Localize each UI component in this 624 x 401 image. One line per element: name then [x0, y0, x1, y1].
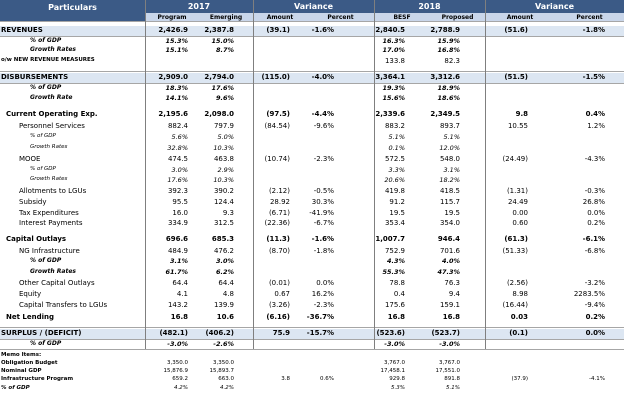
row-separator-line [0, 83, 624, 84]
row-value: -1.5% [582, 73, 605, 81]
row-value: (523.6) [376, 329, 405, 337]
row-value: 19.5 [389, 209, 405, 217]
row-value: (3.26) [268, 301, 290, 309]
row-value: 701.6 [439, 247, 460, 255]
subheader-percent-7: Percent [576, 14, 603, 21]
row-value: 0.60 [512, 219, 528, 227]
row-value: 28.92 [269, 198, 290, 206]
row-value: 5.1% [388, 133, 405, 141]
row-label: Growth Rates [30, 46, 76, 53]
row-value: 19.3% [382, 84, 405, 92]
row-value: 78.8 [389, 279, 405, 287]
row-value: -0.3% [584, 187, 605, 195]
memo-value: 659.2 [172, 376, 188, 382]
row-value: 685.3 [211, 235, 234, 243]
row-value: 893.7 [439, 122, 460, 130]
row-value: 4.8 [222, 290, 234, 298]
row-value: -6.1% [582, 235, 605, 243]
row-value: 32.8% [167, 144, 188, 152]
row-value: 1,007.7 [375, 235, 405, 243]
memo-value: 17,458.1 [380, 368, 405, 374]
row-value: 0.00 [512, 209, 528, 217]
row-value: 91.2 [389, 198, 405, 206]
row-label: SURPLUS / (DEFICIT) [1, 329, 82, 337]
row-value: 3,364.1 [375, 73, 405, 81]
row-label: % of GDP [30, 37, 62, 44]
row-value: 16.2% [311, 290, 334, 298]
row-value: 64.4 [172, 279, 188, 287]
row-value: 0.4 [393, 290, 405, 298]
row-value: 64.4 [218, 279, 234, 287]
row-value: 2.9% [217, 166, 234, 174]
row-value: 18.3% [165, 84, 188, 92]
row-value: 882.4 [167, 122, 188, 130]
row-value: 8.7% [215, 46, 234, 54]
row-value: 18.2% [439, 176, 460, 184]
row-value: 2,387.8 [204, 26, 234, 34]
row-value: 2,426.9 [158, 26, 188, 34]
row-label: REVENUES [1, 26, 43, 34]
row-value: 15.6% [382, 94, 405, 102]
row-value: 2,909.0 [158, 73, 188, 81]
row-value: 18.9% [437, 84, 460, 92]
row-value: 3.1% [443, 166, 460, 174]
row-value: (10.74) [264, 155, 290, 163]
row-label: Growth Rates [30, 268, 76, 275]
subheader-emerging-1: Emerging [209, 14, 243, 21]
row-value: (0.01) [268, 279, 290, 287]
row-value: -41.9% [309, 209, 334, 217]
row-value: 0.0% [587, 209, 605, 217]
memo-label: % of GDP [1, 385, 30, 391]
row-value: 76.3 [444, 279, 460, 287]
row-value: 10.55 [507, 122, 528, 130]
memo-title: Memo Items: [1, 352, 42, 358]
row-value: 3.3% [388, 166, 405, 174]
row-value: 20.6% [384, 176, 405, 184]
row-value: (482.1) [159, 329, 188, 337]
row-value: -3.0% [167, 340, 188, 348]
row-value: 5.6% [171, 133, 188, 141]
row-value: 47.3% [437, 268, 460, 276]
row-value: -3.2% [584, 279, 605, 287]
row-value: 0.0% [585, 329, 605, 337]
row-value: (1.31) [506, 187, 528, 195]
row-value: (22.36) [264, 219, 290, 227]
row-value: 16.8 [387, 313, 405, 321]
row-value: 4.0% [441, 257, 460, 265]
row-value: 14.1% [165, 94, 188, 102]
row-value: (24.49) [502, 155, 528, 163]
row-label: % of GDP [30, 133, 56, 139]
memo-value: 3,350.0 [213, 360, 234, 366]
memo-label: Obligation Budget [1, 360, 58, 366]
row-value: 17.6% [211, 84, 234, 92]
row-value: -2.6% [213, 340, 234, 348]
row-label: % of GDP [30, 166, 56, 172]
row-value: 5.1% [443, 133, 460, 141]
row-value: 30.3% [311, 198, 334, 206]
row-label: Subsidy [19, 198, 47, 206]
row-value: (2.12) [268, 187, 290, 195]
row-label: Current Operating Exp. [6, 110, 98, 118]
row-value: 0.1% [388, 144, 405, 152]
row-label: Capital Transfers to LGUs [19, 301, 108, 309]
row-value: 0.03 [510, 313, 528, 321]
row-value: (6.16) [266, 313, 290, 321]
row-label: Net Lending [6, 313, 54, 321]
row-value: 133.8 [384, 57, 405, 65]
row-value: 16.3% [382, 37, 405, 45]
row-value: 883.2 [384, 122, 405, 130]
memo-value: 4.2% [174, 385, 188, 391]
row-value: 15.0% [211, 37, 234, 45]
memo-label: Infrastructure Program [1, 376, 74, 382]
row-value: 2,098.0 [204, 110, 234, 118]
row-separator-line [0, 349, 624, 350]
row-value: 61.7% [165, 268, 188, 276]
memo-value: -4.1% [589, 376, 605, 382]
row-value: 16.8 [442, 313, 460, 321]
row-label: Capital Outlays [6, 235, 67, 243]
row-value: (6.71) [268, 209, 290, 217]
memo-label: Nominal GDP [1, 368, 42, 374]
row-value: 334.9 [167, 219, 188, 227]
subheader-amount-2: Amount [266, 14, 294, 21]
header-variance-2017: Variance [293, 2, 334, 11]
row-value: 19.5 [444, 209, 460, 217]
row-label: Other Capital Outlays [19, 279, 95, 287]
row-value: 463.8 [213, 155, 234, 163]
row-value: 3.0% [215, 257, 234, 265]
subheader-proposed-5: Proposed [441, 14, 474, 21]
row-value: -36.7% [306, 313, 334, 321]
row-label: % of GDP [30, 340, 62, 347]
row-value: 3.0% [171, 166, 188, 174]
row-value: 17.6% [167, 176, 188, 184]
row-value: (84.54) [264, 122, 290, 130]
row-value: -9.6% [313, 122, 334, 130]
row-value: (51.33) [502, 247, 528, 255]
row-value: 1.2% [587, 122, 605, 130]
memo-value: 3,767.0 [384, 360, 405, 366]
memo-value: 5.1% [446, 385, 460, 391]
row-value: -15.7% [306, 329, 334, 337]
row-value: 16.8 [170, 313, 188, 321]
row-value: 82.3 [444, 57, 460, 65]
row-value: 15.1% [165, 46, 188, 54]
memo-value: 3,350.0 [167, 360, 188, 366]
row-value: 418.5 [439, 187, 460, 195]
row-value: 15.3% [165, 37, 188, 45]
row-label: o/w NEW REVENUE MEASURES [1, 57, 95, 63]
row-value: 476.2 [213, 247, 234, 255]
row-value: 75.9 [272, 329, 290, 337]
row-value: 139.9 [213, 301, 234, 309]
row-separator-line [0, 339, 624, 340]
memo-value: 929.8 [389, 376, 405, 382]
header-variance-2018: Variance [534, 2, 575, 11]
memo-value: (37.9) [511, 376, 528, 382]
row-value: (0.1) [509, 329, 528, 337]
memo-value: 0.6% [320, 376, 334, 382]
row-value: 16.8% [437, 46, 460, 54]
row-separator-line [0, 36, 624, 37]
row-label: Growth Rates [30, 176, 68, 182]
row-value: -4.3% [584, 155, 605, 163]
row-value: 312.5 [213, 219, 234, 227]
row-value: 548.0 [439, 155, 460, 163]
row-label: % of GDP [30, 84, 62, 91]
row-value: (61.3) [504, 235, 528, 243]
row-label: Interest Payments [19, 219, 83, 227]
row-value: -1.6% [311, 26, 334, 34]
row-value: (16.44) [502, 301, 528, 309]
subheader-program-0: Program [157, 14, 187, 21]
row-value: 9.6% [215, 94, 234, 102]
row-value: 175.6 [384, 301, 405, 309]
row-value: 696.6 [165, 235, 188, 243]
row-value: 2,840.5 [375, 26, 405, 34]
row-separator-line [0, 327, 624, 328]
header-particulars: Particulars [48, 3, 97, 12]
row-value: 12.0% [439, 144, 460, 152]
row-value: 8.98 [512, 290, 528, 298]
row-value: 354.0 [439, 219, 460, 227]
row-value: 95.5 [172, 198, 188, 206]
row-value: 159.1 [439, 301, 460, 309]
row-value: 3,312.6 [430, 73, 460, 81]
row-value: 26.8% [582, 198, 605, 206]
row-value: 115.7 [439, 198, 460, 206]
memo-value: 891.8 [444, 376, 460, 382]
row-value: 124.4 [213, 198, 234, 206]
row-value: -1.8% [313, 247, 334, 255]
row-value: 10.6 [216, 313, 234, 321]
row-value: 2,349.5 [430, 110, 460, 118]
row-label: Allotments to LGUs [19, 187, 87, 195]
row-label: MOOE [19, 155, 41, 163]
row-value: 9.8 [515, 110, 528, 118]
memo-value: 4.2% [220, 385, 234, 391]
row-separator-line [0, 71, 624, 72]
header-year-2018: 2018 [418, 2, 441, 11]
row-value: 2,339.6 [375, 110, 405, 118]
row-value: -4.0% [311, 73, 334, 81]
row-value: -2.3% [313, 301, 334, 309]
row-value: 2,788.9 [430, 26, 460, 34]
row-value: 797.9 [213, 122, 234, 130]
row-value: -2.3% [313, 155, 334, 163]
row-value: 392.3 [167, 187, 188, 195]
row-value: 474.5 [167, 155, 188, 163]
row-value: (51.6) [504, 26, 528, 34]
memo-value: 15,893.7 [209, 368, 234, 374]
row-value: 4.1 [176, 290, 188, 298]
row-value: 353.4 [384, 219, 405, 227]
memo-value: 3,767.0 [439, 360, 460, 366]
row-value: -1.8% [582, 26, 605, 34]
subheader-amount-6: Amount [506, 14, 534, 21]
row-value: 390.2 [213, 187, 234, 195]
row-value: 10.3% [213, 144, 234, 152]
row-value: 0.4% [585, 110, 605, 118]
row-label: Personnel Services [19, 122, 85, 130]
row-value: 24.49 [507, 198, 528, 206]
subheader-percent-3: Percent [327, 14, 354, 21]
row-value: -6.8% [584, 247, 605, 255]
row-value: 946.4 [437, 235, 460, 243]
row-value: -3.0% [439, 340, 460, 348]
row-value: -6.7% [313, 219, 334, 227]
row-value: 0.2% [587, 219, 605, 227]
row-value: 0.0% [316, 279, 334, 287]
subheader-besf-4: BESF [393, 14, 411, 21]
row-value: 10.3% [213, 176, 234, 184]
row-label: NG Infrastructure [19, 247, 80, 255]
row-label: Growth Rates [30, 144, 68, 150]
row-value: 17.0% [382, 46, 405, 54]
row-value: -1.6% [311, 235, 334, 243]
row-value: 55.3% [382, 268, 405, 276]
row-value: 18.6% [437, 94, 460, 102]
row-value: (523.7) [431, 329, 460, 337]
row-value: 5.0% [217, 133, 234, 141]
row-value: -3.0% [384, 340, 405, 348]
row-value: 15.9% [437, 37, 460, 45]
row-value: (51.5) [504, 73, 528, 81]
row-value: -9.4% [584, 301, 605, 309]
row-value: (11.3) [266, 235, 290, 243]
row-separator-line [0, 21, 624, 22]
row-value: -4.4% [311, 110, 334, 118]
row-value: 9.4 [448, 290, 460, 298]
row-value: 4.3% [386, 257, 405, 265]
row-value: 0.67 [274, 290, 290, 298]
row-value: 484.9 [167, 247, 188, 255]
row-value: (8.70) [268, 247, 290, 255]
header-year-2017: 2017 [187, 2, 211, 11]
memo-value: 15,876.9 [163, 368, 188, 374]
row-label: Tax Expenditures [19, 209, 79, 217]
row-label: Growth Rate [30, 94, 73, 101]
row-label: Equity [19, 290, 42, 298]
row-value: 0.2% [585, 313, 605, 321]
row-value: 752.9 [384, 247, 405, 255]
row-value: 9.3 [222, 209, 234, 217]
memo-value: 3.8 [281, 376, 290, 382]
row-value: 6.2% [215, 268, 234, 276]
row-value: 3.1% [169, 257, 188, 265]
memo-value: 663.0 [218, 376, 234, 382]
row-value: 143.2 [167, 301, 188, 309]
row-value: 2,794.0 [204, 73, 234, 81]
row-value: 2,195.6 [158, 110, 188, 118]
row-label: % of GDP [30, 257, 62, 264]
row-value: (406.2) [205, 329, 234, 337]
row-label: DISBURSEMENTS [1, 73, 69, 81]
row-value: (97.5) [266, 110, 290, 118]
row-value: (39.1) [266, 26, 290, 34]
memo-value: 5.3% [391, 385, 405, 391]
row-value: -0.5% [313, 187, 334, 195]
row-value: 2283.5% [573, 290, 605, 298]
row-value: 16.0 [172, 209, 188, 217]
row-value: 419.8 [384, 187, 405, 195]
row-value: 572.5 [384, 155, 405, 163]
row-value: (115.0) [261, 73, 290, 81]
memo-value: 17,551.0 [435, 368, 460, 374]
row-value: (2.56) [506, 279, 528, 287]
